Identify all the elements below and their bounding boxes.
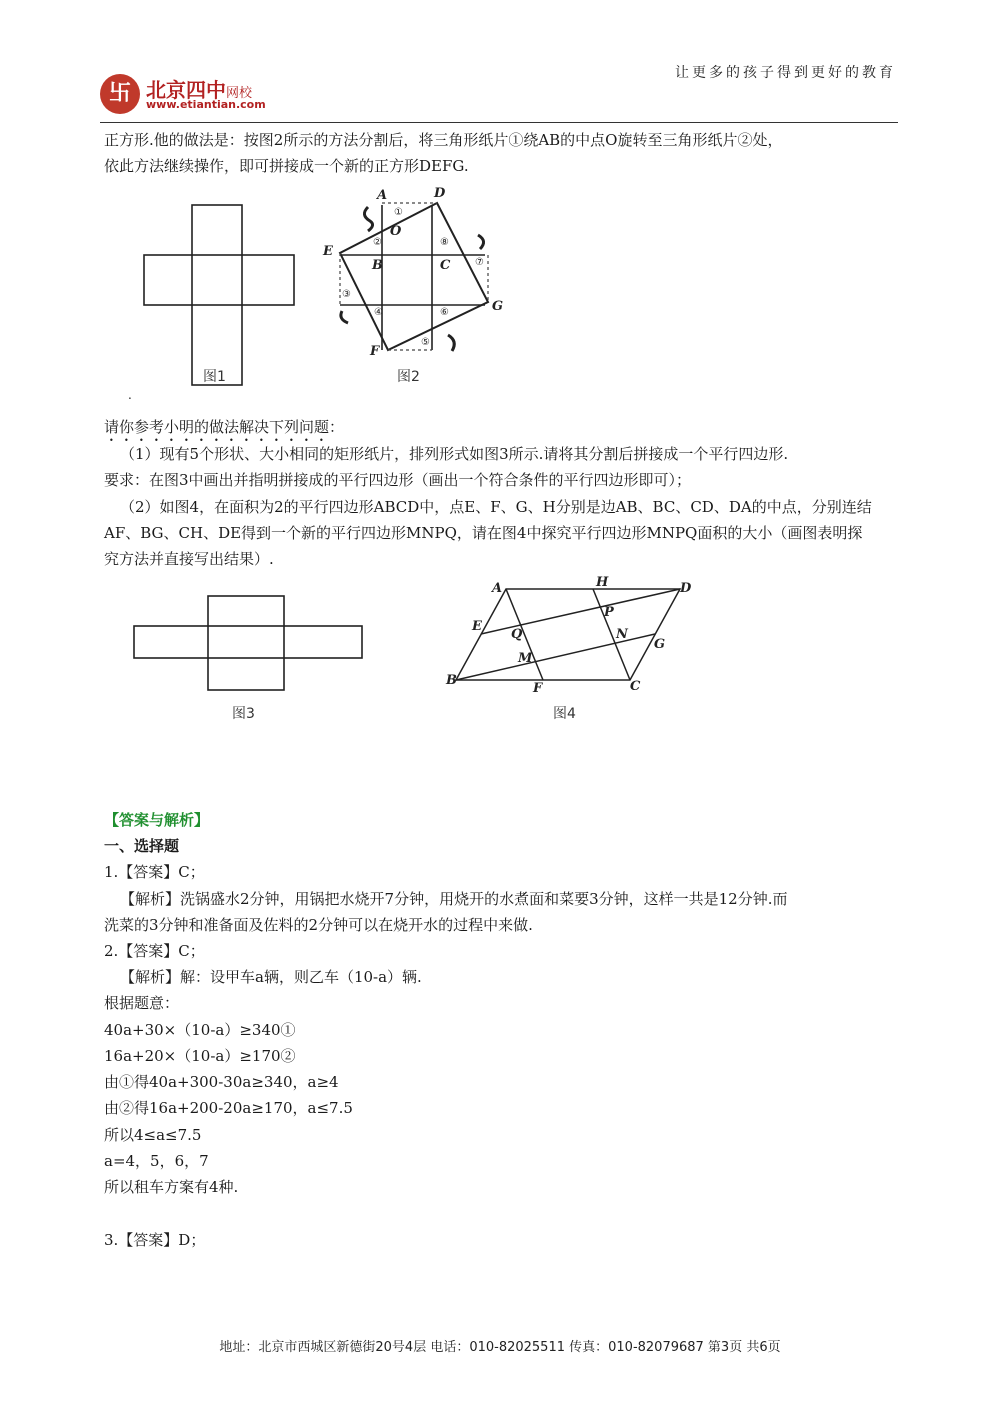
fig1-vertical-bar	[192, 205, 242, 385]
a2-line-2: 40a+30×（10-a）≥340①	[104, 1021, 296, 1039]
fig2-num-5: ⑤	[421, 337, 430, 348]
fig4-label-e: E	[472, 619, 482, 634]
logo-url: www.etiantian.com	[146, 98, 266, 111]
fig2-label-b: B	[372, 258, 383, 273]
fig2-arrow-icon	[341, 311, 348, 323]
fig2-label-f: F	[370, 344, 380, 359]
a2-line-6: 所以4≤a≤7.5	[104, 1126, 202, 1144]
fig4-label-a: A	[492, 581, 503, 596]
a2-line-5: 由②得16a+200-20a≥170，a≤7.5	[104, 1099, 353, 1117]
fig2-label-o: O	[390, 224, 402, 239]
a3-answer: 3.【答案】D；	[104, 1231, 206, 1249]
fig2-arrow-icon	[448, 335, 454, 351]
fig2-square-defg	[340, 203, 488, 350]
fig4-label-c: C	[630, 679, 641, 694]
fig4-label-b: B	[446, 673, 457, 688]
a2-answer: 2.【答案】C；	[104, 942, 205, 960]
answers-title: 【答案与解析】	[104, 811, 210, 829]
fig2-num-7: ⑦	[475, 257, 484, 268]
fig2-num-4: ④	[374, 307, 383, 318]
fig2-num-8: ⑧	[440, 237, 449, 248]
intro-line-1: 正方形.他的做法是：按图2所示的方法分割后，将三角形纸片①绕AB的中点O旋转至三角形纸片②处，	[104, 131, 783, 149]
intro-line-2: 依此方法继续操作，即可拼接成一个新的正方形DEFG.	[104, 157, 469, 175]
fig2-num-2: ②	[373, 237, 382, 248]
fig4-label-g: G	[654, 637, 666, 652]
answers-section-1: 一、选择题	[104, 837, 180, 855]
fig4-label-p: P	[604, 605, 614, 620]
fig2-label-g: G	[492, 299, 504, 314]
q2-line-1: （2）如图4，在面积为2的平行四边形ABCD中，点E、F、G、H分别是边AB、BC、CD、DA的中点，分别连结	[120, 498, 872, 516]
fig2-num-1: ①	[394, 207, 403, 218]
fig1-horizontal-bar	[144, 255, 294, 305]
fig4-label-n: N	[616, 627, 628, 642]
fig3-caption: 图3	[232, 706, 255, 722]
a1-explanation-1: 【解析】洗锅盛水2分钟，用锅把水烧开7分钟，用烧开的水煮面和菜要3分钟，这样一共是12分钟.而	[120, 890, 788, 908]
fig4-caption: 图4	[553, 706, 576, 722]
fig3-horizontal-rect	[134, 626, 362, 658]
page-footer: 地址：北京市西城区新德街20号4层 电话：010-82025511 传真：010-82079687 第3页 共6页	[219, 1340, 781, 1355]
a2-line-3: 16a+20×（10-a）≥170②	[104, 1047, 296, 1065]
stray-mark: .	[128, 388, 132, 402]
q1-line-2: 要求：在图3中画出并指明拼接成的平行四边形（画出一个符合条件的平行四边形即可）；	[104, 471, 692, 489]
a2-line-7: a=4，5，6，7	[104, 1152, 209, 1170]
q2-line-2: AF、BG、CH、DE得到一个新的平行四边形MNPQ，请在图4中探究平行四边形MNPQ面积的大小（画图表明探	[104, 524, 863, 542]
figure-1	[140, 200, 300, 390]
a1-explanation-2: 洗菜的3分钟和准备面及佐料的2分钟可以在烧开水的过程中来做.	[104, 916, 533, 934]
fig4-label-f: F	[533, 681, 543, 696]
fig3-vertical-rect	[208, 596, 284, 690]
problem-prompt: 请你参考小明的做法解决下列问题：	[104, 418, 345, 436]
figure-4	[440, 572, 710, 697]
figure-3	[130, 592, 370, 692]
fig4-label-h: H	[596, 575, 609, 590]
a2-line-1: 根据题意：	[104, 994, 180, 1012]
figure-2	[320, 185, 520, 365]
a1-answer: 1.【答案】C；	[104, 863, 205, 881]
fig2-label-d: D	[434, 186, 446, 201]
q1-line-1: （1）现有5个形状、大小相同的矩形纸片，排列形式如图3所示.请将其分割后拼接成一个平行四边形.	[120, 445, 789, 463]
fig4-label-q: Q	[511, 627, 523, 642]
site-logo	[100, 70, 300, 120]
fig2-label-c: C	[440, 258, 451, 273]
a2-line-4: 由①得40a+300-30a≥340，a≥4	[104, 1073, 339, 1091]
header-divider	[100, 122, 898, 123]
q2-line-3: 究方法并直接写出结果）.	[104, 550, 274, 568]
fig2-label-e: E	[323, 244, 333, 259]
logo-emblem: 卐	[100, 74, 140, 114]
fig2-label-a: A	[377, 188, 388, 203]
fig2-caption: 图2	[397, 369, 420, 385]
logo-name: 北京四中网校	[146, 78, 253, 102]
a2-line-8: 所以租车方案有4种.	[104, 1178, 239, 1196]
a2-explanation-1: 【解析】解：设甲车a辆，则乙车（10-a）辆.	[120, 968, 422, 986]
fig1-caption: 图1	[203, 369, 226, 385]
fig2-num-3: ③	[342, 289, 351, 300]
fig4-label-m: M	[518, 651, 533, 666]
fig2-arrow-icon	[478, 235, 484, 249]
slogan: 让更多的孩子得到更好的教育	[675, 65, 896, 81]
fig4-parallelogram-abcd	[456, 589, 680, 680]
fig2-arrow-icon	[364, 207, 372, 231]
fig4-label-d: D	[680, 581, 692, 596]
fig2-num-6: ⑥	[440, 307, 449, 318]
